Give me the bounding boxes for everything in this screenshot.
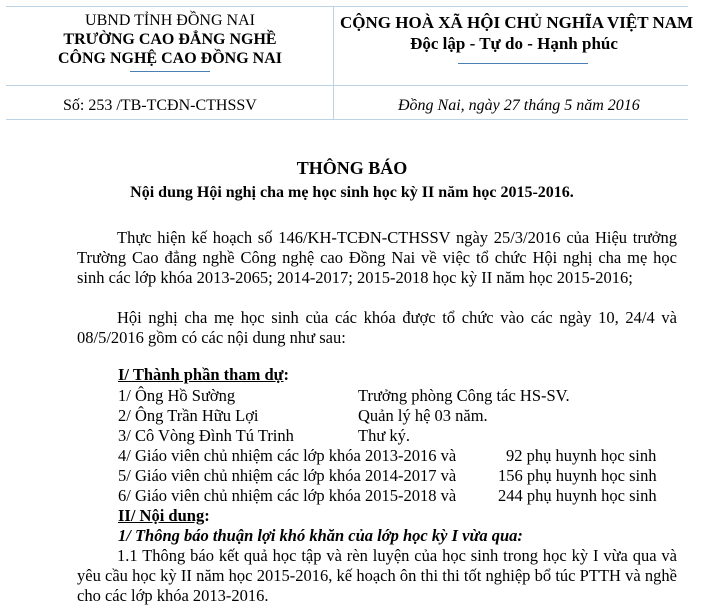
section2-heading-colon: : [204,506,210,525]
issuer-name-line2: CÔNG NGHỆ CAO ĐỒNG NAI [57,50,282,67]
participant-name: 1/ Ông Hồ Sường [118,386,236,405]
section2-subheading: 1/ Thông báo thuận lợi khó khăn của lớp học kỳ I vừa qua: [118,526,523,545]
motto-underline [458,63,588,64]
participant-name: 3/ Cô Vòng Đình Tú Trinh [118,426,294,445]
section2-heading-text: II/ Nội dung [118,506,205,525]
document-title: THÔNG BÁO [296,158,408,178]
section1-heading-text: I/ Thành phần tham dự [118,365,284,384]
participant-role: Thư ký. [358,426,411,445]
place-date: Đồng Nai, ngày 27 tháng 5 năm 2016 [398,97,640,114]
national-title: CỘNG HOÀ XÃ HỘI CHỦ NGHĨA VIỆT NAM [340,13,694,32]
participant-role: Trưởng phòng Công tác HS-SV. [358,386,570,405]
participant-name: 5/ Giáo viên chủ nhiệm các lớp khóa 2014-2017 và [118,466,457,485]
participant-role: 156 phụ huynh học sinh [498,466,657,485]
issuer-underline [130,71,210,72]
header-divider-horizontal [6,85,688,86]
participant-name: 2/ Ông Trần Hữu Lợi [118,406,259,425]
document-number: Số: 253 /TB-TCĐN-CTHSSV [63,97,257,114]
issuer-name-line1: TRƯỜNG CAO ĐẲNG NGHỀ [63,31,277,48]
issuer-parent: UBND TỈNH ĐỒNG NAI [85,12,255,29]
participant-role: 92 phụ huynh học sinh [506,446,657,465]
section1-heading-colon: : [283,365,290,384]
participant-role: 244 phụ huynh học sinh [498,486,657,505]
section2-paragraph: 1.1 Thông báo kết quả học tập và rèn luyện của học sinh trong học kỳ I vừa qua và yêu cầu học kỳ II năm học 2015-2016, kế hoạch ôn thi thi tốt nghiệp bổ túc PTTH và nghề cho các lớp khóa 2013-2016. [77,546,677,605]
header-divider-vertical [333,7,334,119]
intro-paragraph: Thực hiện kế hoạch số 146/KH-TCĐN-CTHSSV ngày 25/3/2016 của Hiệu trưởng Trường Cao đẳng nghề Công nghệ cao Đồng Nai về việc tổ chức Hội nghị cha mẹ học sinh các lớp khóa 2013-2065; 2014-2017; 2015-2018 học kỳ II năm học 2015-2016; [77,228,677,287]
section2-heading [118,506,210,526]
national-motto: Độc lập - Tự do - Hạnh phúc [410,34,618,53]
document-subtitle: Nội dung Hội nghị cha mẹ học sinh học kỳ II năm học 2015-2016. [130,184,574,201]
participant-name: 4/ Giáo viên chủ nhiệm các lớp khóa 2013-2016 và [118,446,457,465]
participant-role: Quản lý hệ 03 năm. [358,406,488,425]
schedule-paragraph: Hội nghị cha mẹ học sinh của các khóa được tổ chức vào các ngày 10, 24/4 và 08/5/2016 gồm có các nội dung như sau: [77,308,677,347]
participant-name: 6/ Giáo viên chủ nhiệm các lớp khóa 2015-2018 và [118,486,457,505]
section1-heading [118,365,289,385]
